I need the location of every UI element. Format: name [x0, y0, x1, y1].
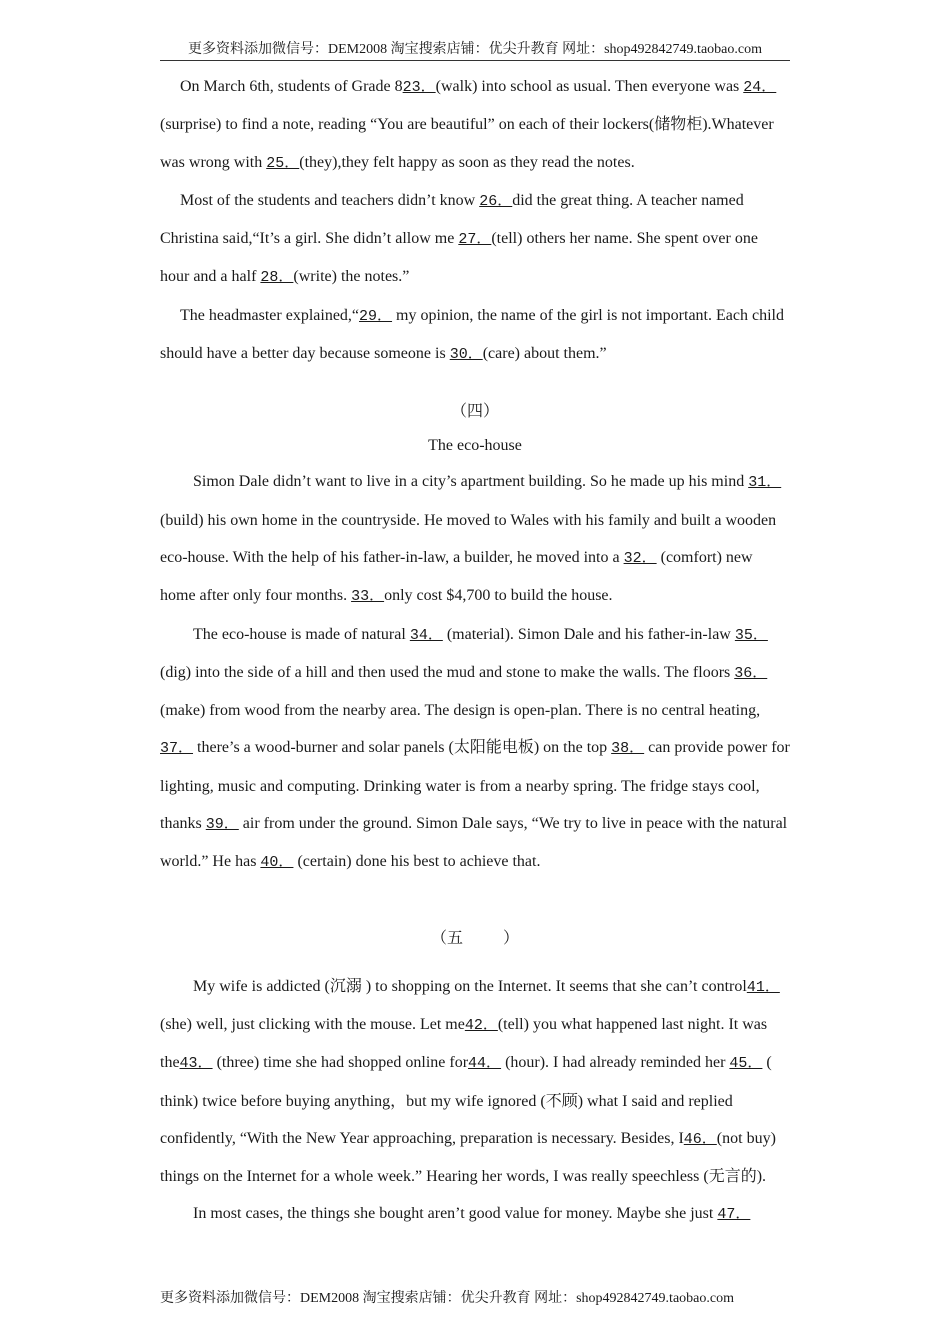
blank-36: 36．	[734, 664, 768, 682]
blank-35: 35．	[734, 626, 768, 644]
blank-38: 38．	[611, 740, 645, 758]
blank-43: 43．	[179, 1055, 213, 1073]
blank-29: 29．	[359, 307, 393, 325]
page-footer: 更多资料添加微信号：DEM2008 淘宝搜索店铺：优尖升教育 网址：shop492842749.taobao.com	[160, 1291, 734, 1306]
blank-45: 45．	[729, 1055, 763, 1073]
blank-37: 37．	[160, 740, 194, 758]
paragraph: Most of the students and teachers didn’t know 26．did the great thing. A teacher named Christina said,“It’s a girl. She didn’t allow me 27．(tell) others her name. She spent over one hour and a half 28．(write) the notes.”	[160, 191, 758, 287]
section-title: The eco-house	[428, 437, 522, 455]
blank-44: 44．	[468, 1055, 502, 1073]
paragraph: Simon Dale didn’t want to live in a city’s apartment building. So he made up his mind 31．(build) his own home in the countryside. He moved to Wales with his family and built a wooden eco-house. With the help of his father-in-law, a builder, he moved into a 32． (comfort) new home after only four months. 33．only cost $4,700 to build the house.	[160, 473, 782, 606]
blank-46: 46．	[683, 1130, 717, 1148]
blank-23: 23．	[402, 79, 436, 96]
blank-32: 32．	[623, 549, 657, 567]
blank-25: 25．	[266, 154, 300, 172]
blank-24: 24．	[743, 79, 777, 96]
page-header: 更多资料添加微信号：DEM2008 淘宝搜索店铺：优尖升教育 网址：shop492842749.taobao.com	[160, 38, 790, 61]
section-label-4: （四）	[450, 403, 499, 421]
blank-42: 42．	[464, 1016, 498, 1034]
blank-33: 33．	[351, 588, 385, 606]
paragraph: In most cases, the things she bought aren’t good value for money. Maybe she just 47．	[193, 1205, 751, 1224]
paragraph: My wife is addicted (沉溺 ) to shopping on the Internet. It seems that she can’t control41． (she) well, just clicking with the mouse. Let me42．(tell) you what happened last night. It was the43． (three) time she had shopped online for44． (hour). I had already reminded her 45． ( think) twice before buying anything，but my wife ignored (不顾) what I said and replied confidently, “With the New Year approaching, preparation is necessary. Besides, I46．(not buy) things on the Internet for a whole week.” Hearing her words, I was really speechless (无言的).	[160, 977, 780, 1186]
paragraph: The headmaster explained,“29． my opinion, the name of the girl is not important. Each child should have a better day because someone is 30．(care) about them.”	[160, 306, 784, 364]
blank-34: 34．	[409, 626, 443, 644]
blank-27: 27．	[458, 231, 492, 249]
blank-40: 40．	[260, 854, 294, 872]
blank-47: 47．	[717, 1206, 751, 1224]
paragraph: The eco-house is made of natural 34． (material). Simon Dale and his father-in-law 35． (dig) into the side of a hill and then used the mud and stone to make the walls. The floors 36． (make) from wood from the nearby area. The design is open-plan. There is no central heating, 37． there’s a wood-burner and solar panels (太阳能电板) on the top 38． can provide power for lighting, music and computing. Drinking water is from a nearby spring. The fridge stays cool, thanks 39． air from under the ground. Simon Dale says, “We try to live in peace with the natural world.” He has 40． (certain) done his best to achieve that.	[160, 625, 790, 872]
blank-26: 26．	[479, 192, 513, 210]
section-label-5: （五 ）	[430, 929, 520, 947]
paragraph: On March 6th, students of Grade 823．(walk) into school as usual. Then everyone was 24．(surprise) to find a note, reading “You are beautiful” on each of their lockers(储物柜).Whatever was wrong with 25．(they),they felt happy as soon as they read the notes.	[160, 78, 777, 172]
blank-41: 41．	[746, 978, 780, 996]
document-body	[160, 68, 790, 1234]
blank-31: 31．	[748, 474, 782, 492]
blank-39: 39．	[205, 816, 239, 834]
blank-30: 30．	[449, 346, 483, 364]
blank-28: 28．	[260, 269, 294, 287]
